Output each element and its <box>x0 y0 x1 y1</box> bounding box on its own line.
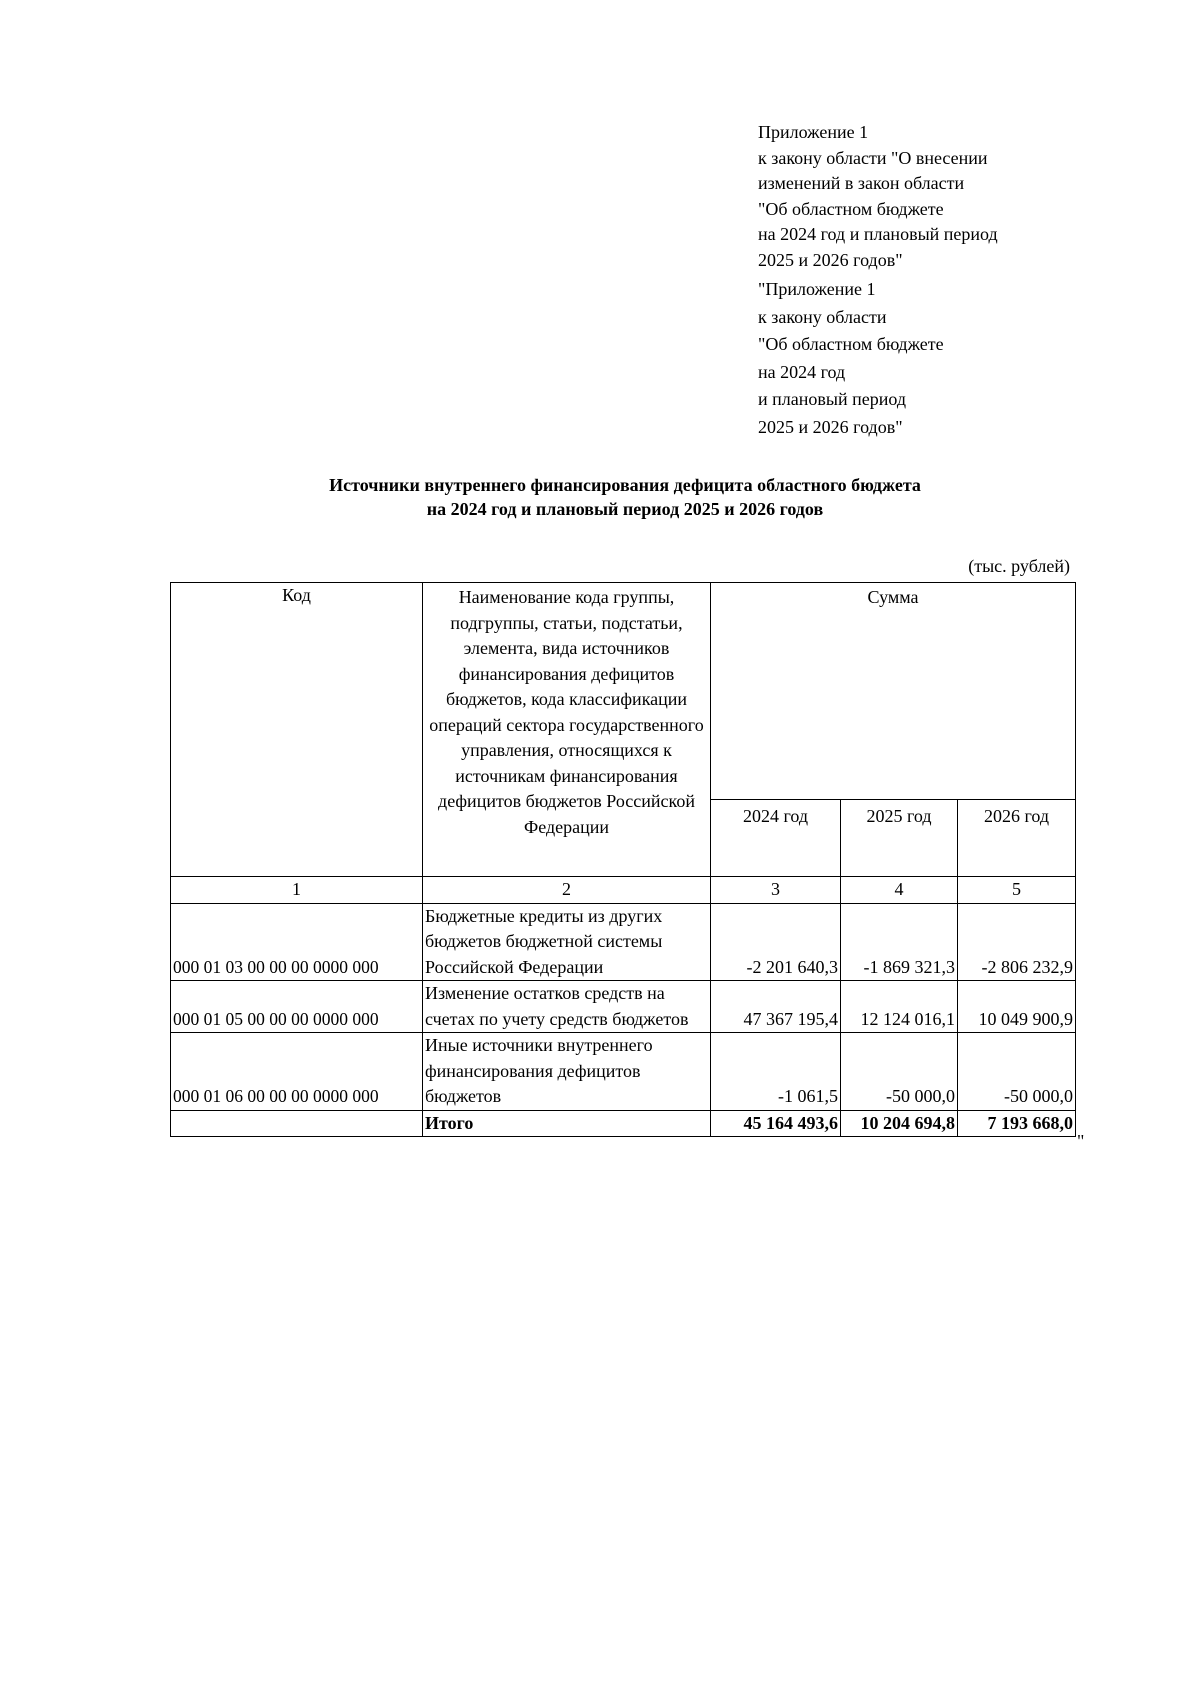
table-row <box>171 903 1076 981</box>
document-title <box>170 473 1080 521</box>
appendix-note <box>758 120 1088 442</box>
row-code: 000 01 06 00 00 00 0000 000 <box>171 1033 423 1111</box>
column-number: 3 <box>711 877 841 904</box>
row-name: Бюджетные кредиты из других бюджетов бюджетной системы Российской Федерации <box>423 903 711 981</box>
total-value-2026: 7 193 668,0 <box>958 1110 1076 1137</box>
appendix-line: "Об областном бюджете <box>758 334 944 355</box>
total-value-2024: 45 164 493,6 <box>711 1110 841 1137</box>
units-label: (тыс. рублей) <box>968 556 1070 576</box>
row-value-2024: -2 201 640,3 <box>711 903 841 981</box>
title-line-2: на 2024 год и плановый период 2025 и 2026 годов <box>426 499 824 519</box>
column-number: 2 <box>423 877 711 904</box>
appendix-line: к закону области "О внесении <box>758 147 988 168</box>
appendix-line: "Об областном бюджете <box>758 198 944 219</box>
appendix-block-amending-law <box>758 120 1088 273</box>
budget-sources-table <box>170 582 1076 1137</box>
row-code: 000 01 05 00 00 00 0000 000 <box>171 981 423 1033</box>
total-value-2025: 10 204 694,8 <box>841 1110 958 1137</box>
row-name: Изменение остатков средств на счетах по учету средств бюджетов <box>423 981 711 1033</box>
header-name: Наименование кода группы, подгруппы, статьи, подстатьи, элемента, вида источников финансирования дефицитов бюджетов, кода классификации операций сектора государственного управления, относящихся к источникам финансирования дефицитов бюджетов Российской Федерации <box>423 583 711 877</box>
appendix-line: Приложение 1 <box>758 122 869 142</box>
row-code: 000 01 03 00 00 00 0000 000 <box>171 903 423 981</box>
header-year-2026: 2026 год <box>958 800 1076 877</box>
appendix-line: на 2024 год и плановый период <box>758 224 998 244</box>
header-code: Код <box>171 583 423 877</box>
total-code <box>171 1110 423 1137</box>
row-value-2025: -50 000,0 <box>841 1033 958 1111</box>
row-value-2025: 12 124 016,1 <box>841 981 958 1033</box>
column-number: 1 <box>171 877 423 904</box>
appendix-line: на 2024 год <box>758 361 846 382</box>
row-value-2025: -1 869 321,3 <box>841 903 958 981</box>
table-row <box>171 981 1076 1033</box>
appendix-line: к закону области <box>758 306 887 327</box>
row-value-2026: 10 049 900,9 <box>958 981 1076 1033</box>
row-value-2026: -50 000,0 <box>958 1033 1076 1111</box>
row-name: Иные источники внутреннего финансирования дефицитов бюджетов <box>423 1033 711 1111</box>
column-number: 4 <box>841 877 958 904</box>
row-value-2024: -1 061,5 <box>711 1033 841 1111</box>
header-year-2025: 2025 год <box>841 800 958 877</box>
table-row <box>171 1033 1076 1111</box>
row-value-2026: -2 806 232,9 <box>958 903 1076 981</box>
column-number-row <box>171 877 1076 904</box>
appendix-line: и плановый период <box>758 389 906 410</box>
appendix-line: изменений в закон области <box>758 173 965 193</box>
total-row <box>171 1110 1076 1137</box>
header-sum: Сумма <box>711 583 1076 800</box>
appendix-line: 2025 и 2026 годов" <box>758 249 903 270</box>
appendix-line: 2025 и 2026 годов" <box>758 416 903 437</box>
total-label: Итого <box>423 1110 711 1137</box>
column-number: 5 <box>958 877 1076 904</box>
title-line-1: Источники внутреннего финансирования дефицита областного бюджета <box>329 475 921 495</box>
appendix-line: "Приложение 1 <box>758 279 876 299</box>
header-year-2024: 2024 год <box>711 800 841 877</box>
closing-quote: " <box>1077 1131 1085 1151</box>
appendix-block-original-law <box>758 276 1088 442</box>
row-value-2024: 47 367 195,4 <box>711 981 841 1033</box>
table-header-row <box>171 583 1076 800</box>
